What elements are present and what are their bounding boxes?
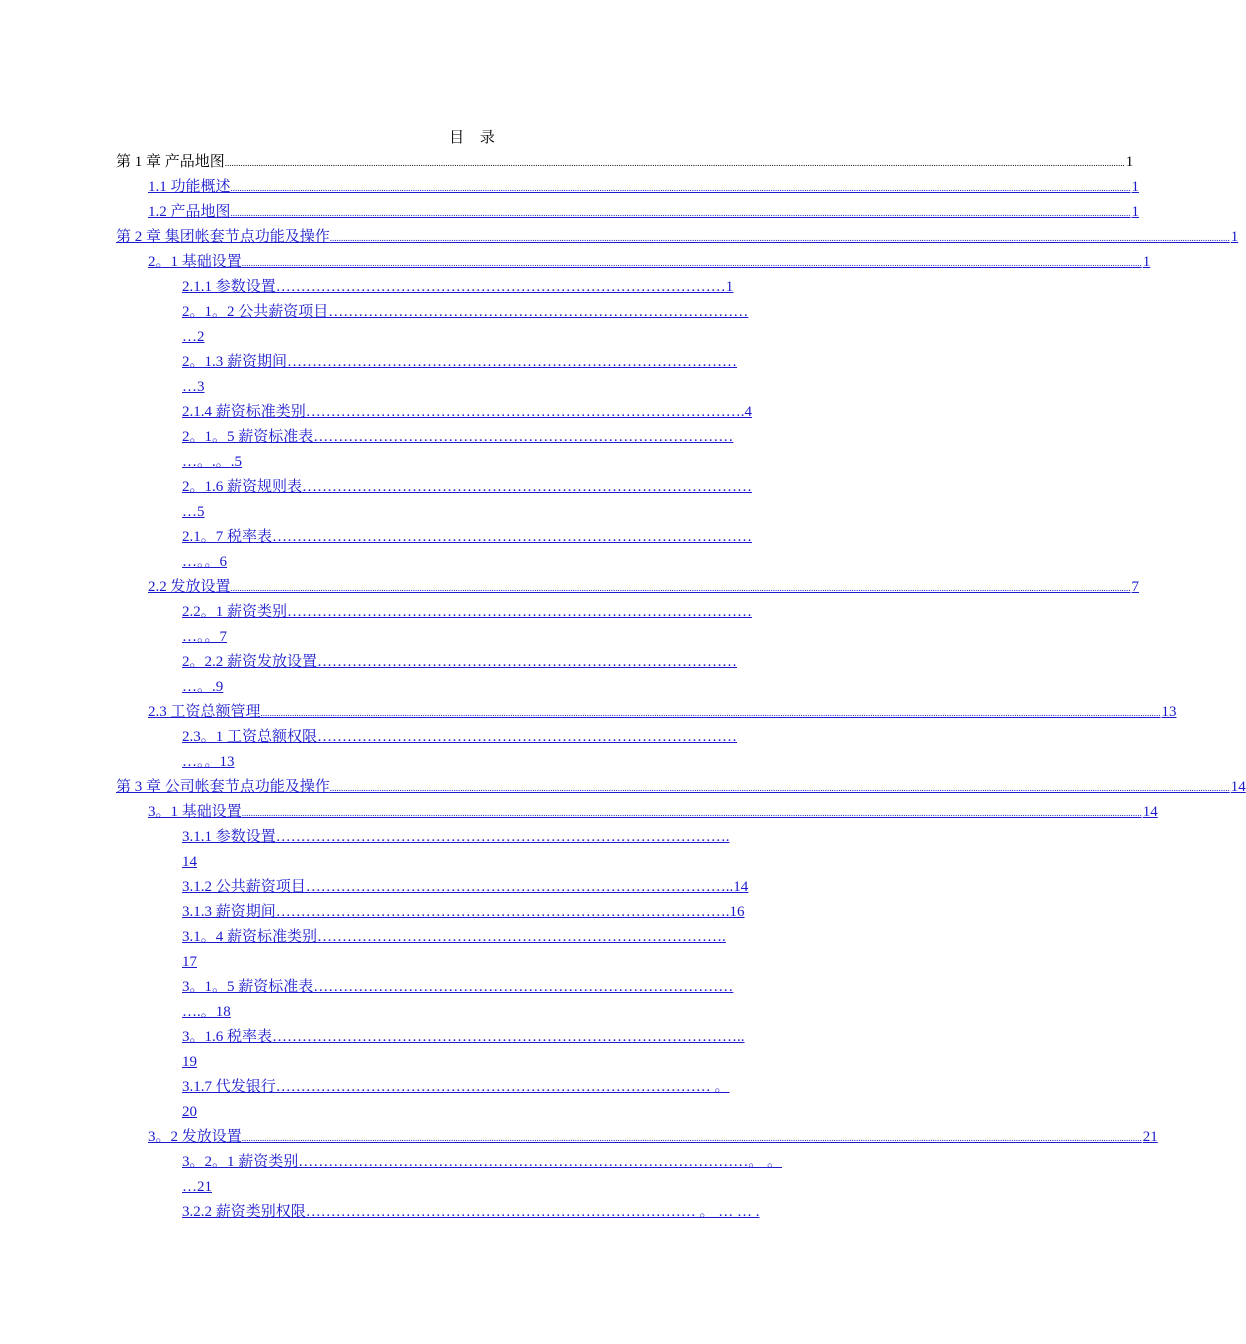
dot-leader: ................................................................................................................................................................................................................................................................................................................................................................................................................ [329,783,1230,793]
toc-entry-page[interactable]: …3 [182,379,205,395]
toc-entry-page[interactable]: 14 [182,854,197,870]
toc-entry[interactable] [116,425,832,450]
toc-entry-continuation[interactable] [116,325,832,350]
toc-entry-text[interactable]: 2.2。1 薪资类别………………………………………………………………………………… [182,604,753,620]
toc-entry-text[interactable]: 3。2。1 薪资类别………………………………………………………………………………。 。 [182,1154,783,1170]
toc-entry-page: 13 [1161,704,1177,720]
toc-entry-page: 7 [1131,579,1140,595]
dot-leader: ................................................................................................................................................................................................................................................................................................................................................................................................................ [241,258,1142,268]
toc-entry-text[interactable]: 2.1.1 参数设置………………………………………………………………………………1 [182,279,734,295]
toc-entry-text[interactable]: 3.1。4 薪资标准类别………………………………………………………………………. [182,929,726,945]
toc-entry[interactable] [116,525,832,550]
toc-entry[interactable] [116,1150,832,1175]
dot-leader: ................................................................................................................................................................................................................................................................................................................................................................................................................ [241,808,1142,818]
toc-entry-continuation[interactable] [116,500,832,525]
toc-entry[interactable] [116,825,832,850]
toc-entry[interactable] [116,400,832,425]
toc-entry-text[interactable]: 3.1.3 薪资期间……………………………………………………………………………….16 [182,904,745,920]
toc-entry-continuation[interactable] [116,675,832,700]
toc-entry-page: 1 [1131,204,1140,220]
toc-entry-text[interactable]: 3.1.1 参数设置………………………………………………………………………………. [182,829,730,845]
toc-entry[interactable] [116,175,1140,200]
toc-entry-text[interactable]: 3.2.2 薪资类别权限…………………………………………………………………… 。 … … . [182,1204,760,1220]
toc-entry-page: 1 [1142,254,1151,270]
toc-title: 目 录 [449,130,501,146]
toc-entry-continuation[interactable] [116,375,832,400]
toc-entry-text[interactable]: 第 3 章 公司帐套节点功能及操作 [116,779,330,795]
toc-entry[interactable] [116,975,832,1000]
toc-entry[interactable] [116,300,832,325]
toc-entry-text[interactable]: 2。1.6 薪资规则表……………………………………………………………………………… [182,479,753,495]
toc-entry[interactable] [116,275,832,300]
toc-entry-page[interactable]: ….。18 [182,1004,231,1020]
dot-leader: ................................................................................................................................................................................................................................................................................................................................................................................................................ [224,158,1125,168]
dot-leader: ................................................................................................................................................................................................................................................................................................................................................................................................................ [230,183,1131,193]
toc-entry-page[interactable]: …2 [182,329,205,345]
toc-entry-page[interactable]: 20 [182,1104,197,1120]
toc-entry-text[interactable]: 3.1.7 代发银行…………………………………………………………………………… 。 [182,1079,730,1095]
toc-entry[interactable] [116,600,832,625]
toc-entry-text[interactable]: 3。1。5 薪资标准表………………………………………………………………………… [182,979,734,995]
toc-entry-page: 1 [1125,154,1134,170]
toc-entry-continuation[interactable] [116,750,832,775]
toc-entry-page: 1 [1230,229,1239,245]
dot-leader: ................................................................................................................................................................................................................................................................................................................................................................................................................ [241,1133,1142,1143]
toc-entry[interactable] [116,925,832,950]
toc-entry[interactable] [116,700,1177,725]
toc-entry-page[interactable]: …。.9 [182,679,224,695]
toc-entry-text[interactable]: 2。2.2 薪资发放设置………………………………………………………………………… [182,654,738,670]
toc-entry[interactable] [116,350,832,375]
toc-entry-text[interactable]: 第 2 章 集团帐套节点功能及操作 [116,229,330,245]
toc-entry-text: 第 1 章 产品地图 [116,154,225,170]
toc-entry-page[interactable]: 17 [182,954,197,970]
toc-entry-continuation[interactable] [116,1100,832,1125]
toc-entry-text[interactable]: 2。1 基础设置 [148,254,242,270]
toc-entry-text[interactable]: 2。1.3 薪资期间……………………………………………………………………………… [182,354,738,370]
toc-entry-continuation[interactable] [116,950,832,975]
toc-entry-text[interactable]: 2.3。1 工资总额权限………………………………………………………………………… [182,729,738,745]
toc-entry[interactable] [116,725,832,750]
table-of-contents [116,150,1246,1225]
toc-entry-page[interactable]: …。。7 [182,629,228,645]
toc-entry-page[interactable]: …。.。.5 [182,454,243,470]
toc-entry-page: 14 [1142,804,1158,820]
toc-entry-text[interactable]: 1.2 产品地图 [148,204,231,220]
toc-entry[interactable] [116,200,1140,225]
toc-entry-continuation[interactable] [116,1050,832,1075]
toc-entry[interactable] [116,575,1140,600]
toc-entry-continuation[interactable] [116,850,832,875]
toc-entry-continuation[interactable] [116,625,832,650]
toc-entry[interactable] [116,225,1239,250]
toc-entry-text[interactable]: 1.1 功能概述 [148,179,231,195]
toc-entry[interactable] [116,1075,832,1100]
toc-entry[interactable] [116,800,1158,825]
toc-entry[interactable] [116,1200,832,1225]
toc-entry-text[interactable]: 3。1.6 税率表………………………………………………………………………………….. [182,1029,745,1045]
toc-entry-text[interactable]: 2.2 发放设置 [148,579,231,595]
toc-entry-continuation[interactable] [116,450,832,475]
toc-entry[interactable] [116,1125,1158,1150]
toc-entry-text[interactable]: 3。1 基础设置 [148,804,242,820]
toc-entry-continuation[interactable] [116,550,832,575]
dot-leader: ................................................................................................................................................................................................................................................................................................................................................................................................................ [230,583,1131,593]
toc-entry-page[interactable]: …。。6 [182,554,228,570]
toc-entry[interactable] [116,875,832,900]
toc-entry[interactable] [116,900,832,925]
toc-entry[interactable] [116,650,832,675]
toc-entry[interactable] [116,475,832,500]
toc-entry-text[interactable]: 2。1。5 薪资标准表………………………………………………………………………… [182,429,734,445]
toc-entry-continuation[interactable] [116,1175,832,1200]
toc-entry-page[interactable]: 19 [182,1054,197,1070]
dot-leader: ................................................................................................................................................................................................................................................................................................................................................................................................................ [260,708,1161,718]
toc-entry-page: 1 [1131,179,1140,195]
toc-entry-text[interactable]: 2。1。2 公共薪资项目………………………………………………………………………… [182,304,749,320]
toc-entry-page[interactable]: …5 [182,504,205,520]
toc-entry-continuation[interactable] [116,1000,832,1025]
toc-entry-page[interactable]: …。。13 [182,754,235,770]
toc-entry[interactable] [116,250,1151,275]
toc-entry-text[interactable]: 3.1.2 公共薪资项目…………………………………………………………………………..14 [182,879,749,895]
toc-entry-text[interactable]: 3。2 发放设置 [148,1129,242,1145]
toc-entry[interactable] [116,150,1134,175]
toc-entry-page: 21 [1142,1129,1158,1145]
toc-entry[interactable] [116,1025,832,1050]
dot-leader: ................................................................................................................................................................................................................................................................................................................................................................................................................ [329,233,1230,243]
toc-entry[interactable] [116,775,1246,800]
toc-entry-text[interactable]: 2.1。7 税率表…………………………………………………………………………………… [182,529,753,545]
toc-entry-text[interactable]: 2.1.4 薪资标准类别…………………………………………………………………………….4 [182,404,753,420]
toc-entry-text[interactable]: 2.3 工资总额管理 [148,704,261,720]
toc-entry-page: 14 [1230,779,1246,795]
toc-entry-page[interactable]: …21 [182,1179,212,1195]
dot-leader: ................................................................................................................................................................................................................................................................................................................................................................................................................ [230,208,1131,218]
